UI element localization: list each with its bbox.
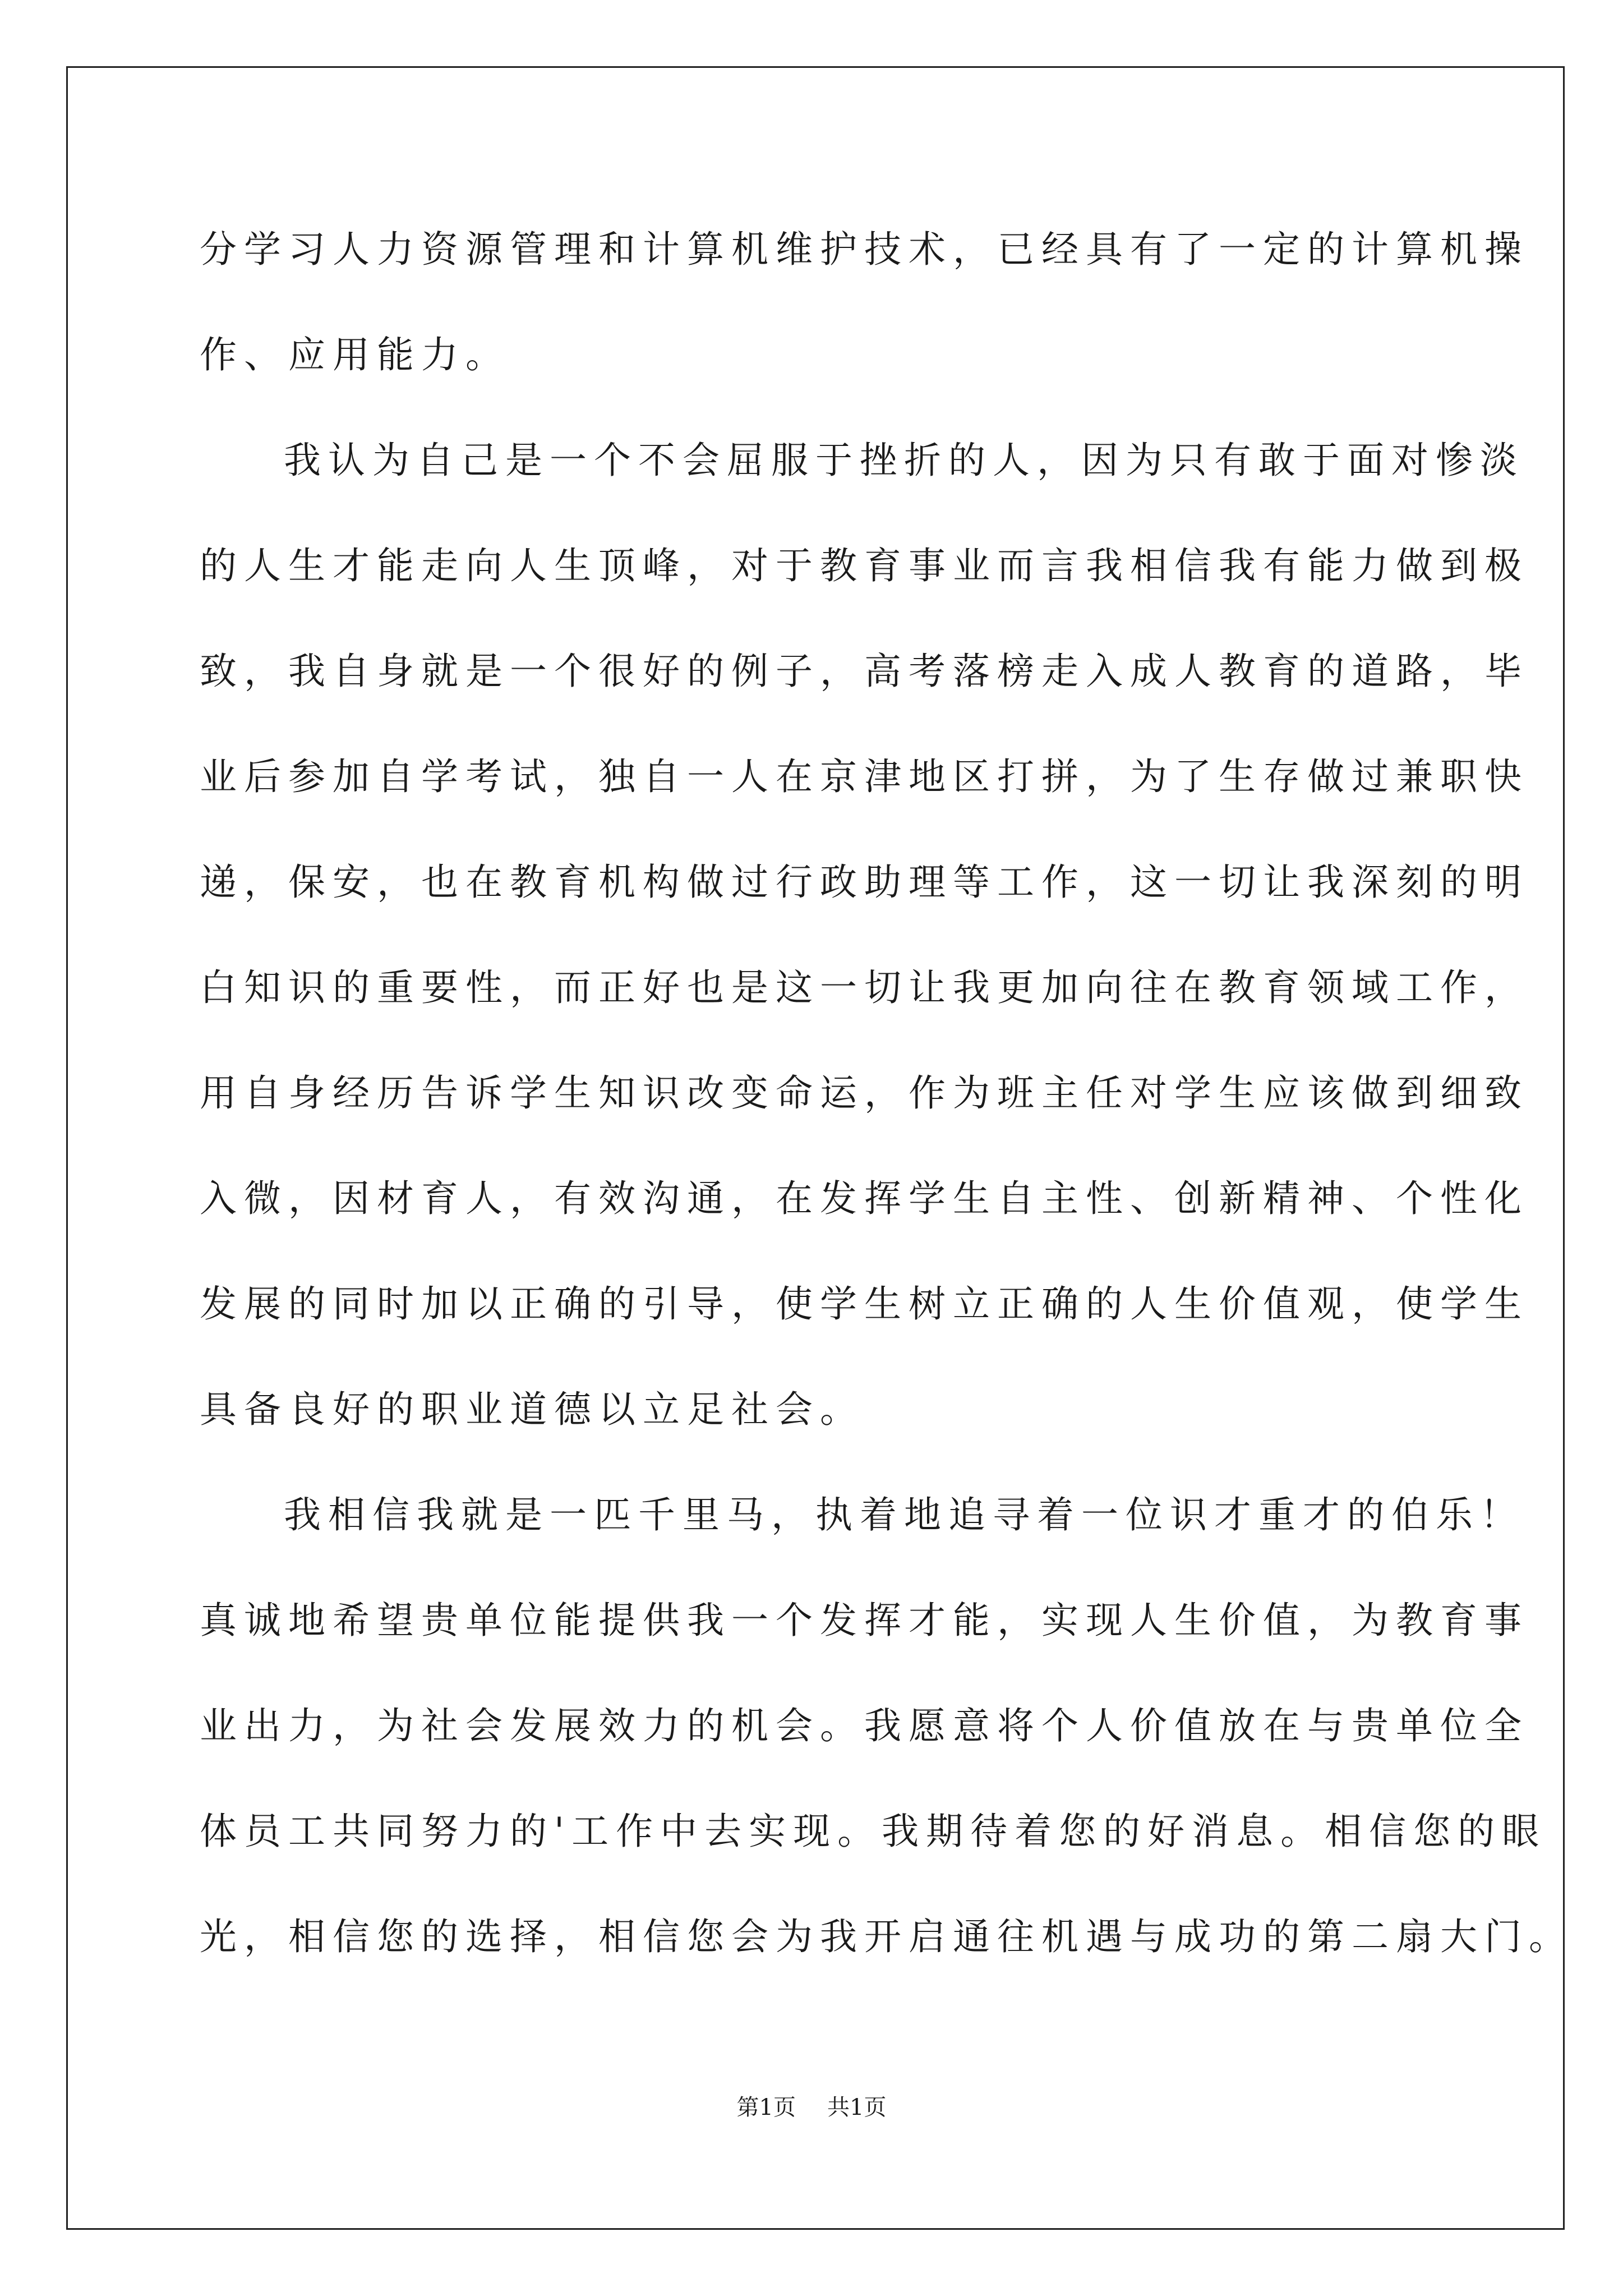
- page-footer: [0, 2093, 1623, 2122]
- text-line: 发展的同时加以正确的引导，使学生树立正确的人生价值观，使学生: [200, 1282, 1529, 1326]
- text-line: 光，相信您的选择，相信您会为我开启通往机遇与成功的第二扇大门。: [200, 1915, 1573, 1958]
- text-line: 分学习人力资源管理和计算机维护技术，已经具有了一定的计算机操: [200, 228, 1529, 271]
- document-body: [200, 219, 1573, 2012]
- text-line: 真诚地希望贵单位能提供我一个发挥才能，实现人生价值，为教育事: [200, 1599, 1529, 1642]
- text-line: 业出力，为社会发展效力的机会。我愿意将个人价值放在与贵单位全: [200, 1704, 1529, 1747]
- paragraph-start-line: 我相信我就是一匹千里马，执着地追寻着一位识才重才的伯乐！: [284, 1493, 1524, 1536]
- page-number: 第1页: [736, 2095, 796, 2120]
- text-line: 用自身经历告诉学生知识改变命运，作为班主任对学生应该做到细致: [200, 1071, 1529, 1115]
- page-total: 共1页: [827, 2095, 887, 2120]
- text-line: 具备良好的职业道德以立足社会。: [200, 1388, 864, 1431]
- text-line: 的人生才能走向人生顶峰，对于教育事业而言我相信我有能力做到极: [200, 544, 1529, 587]
- text-line: 体员工共同努力的'工作中去实现。我期待着您的好消息。相信您的眼: [200, 1810, 1547, 1853]
- text-line: 入微，因材育人，有效沟通，在发挥学生自主性、创新精神、个性化: [200, 1177, 1529, 1220]
- text-line: 致，我自身就是一个很好的例子，高考落榜走入成人教育的道路，毕: [200, 650, 1529, 693]
- paragraph-start-line: 我认为自己是一个不会屈服于挫折的人，因为只有敢于面对惨淡: [284, 439, 1524, 482]
- text-line: 白知识的重要性，而正好也是这一切让我更加向往在教育领域工作，: [200, 966, 1529, 1009]
- text-line: 作、应用能力。: [200, 333, 510, 376]
- text-line: 递，保安，也在教育机构做过行政助理等工作，这一切让我深刻的明: [200, 861, 1529, 904]
- text-line: 业后参加自学考试，独自一人在京津地区打拼，为了生存做过兼职快: [200, 755, 1529, 798]
